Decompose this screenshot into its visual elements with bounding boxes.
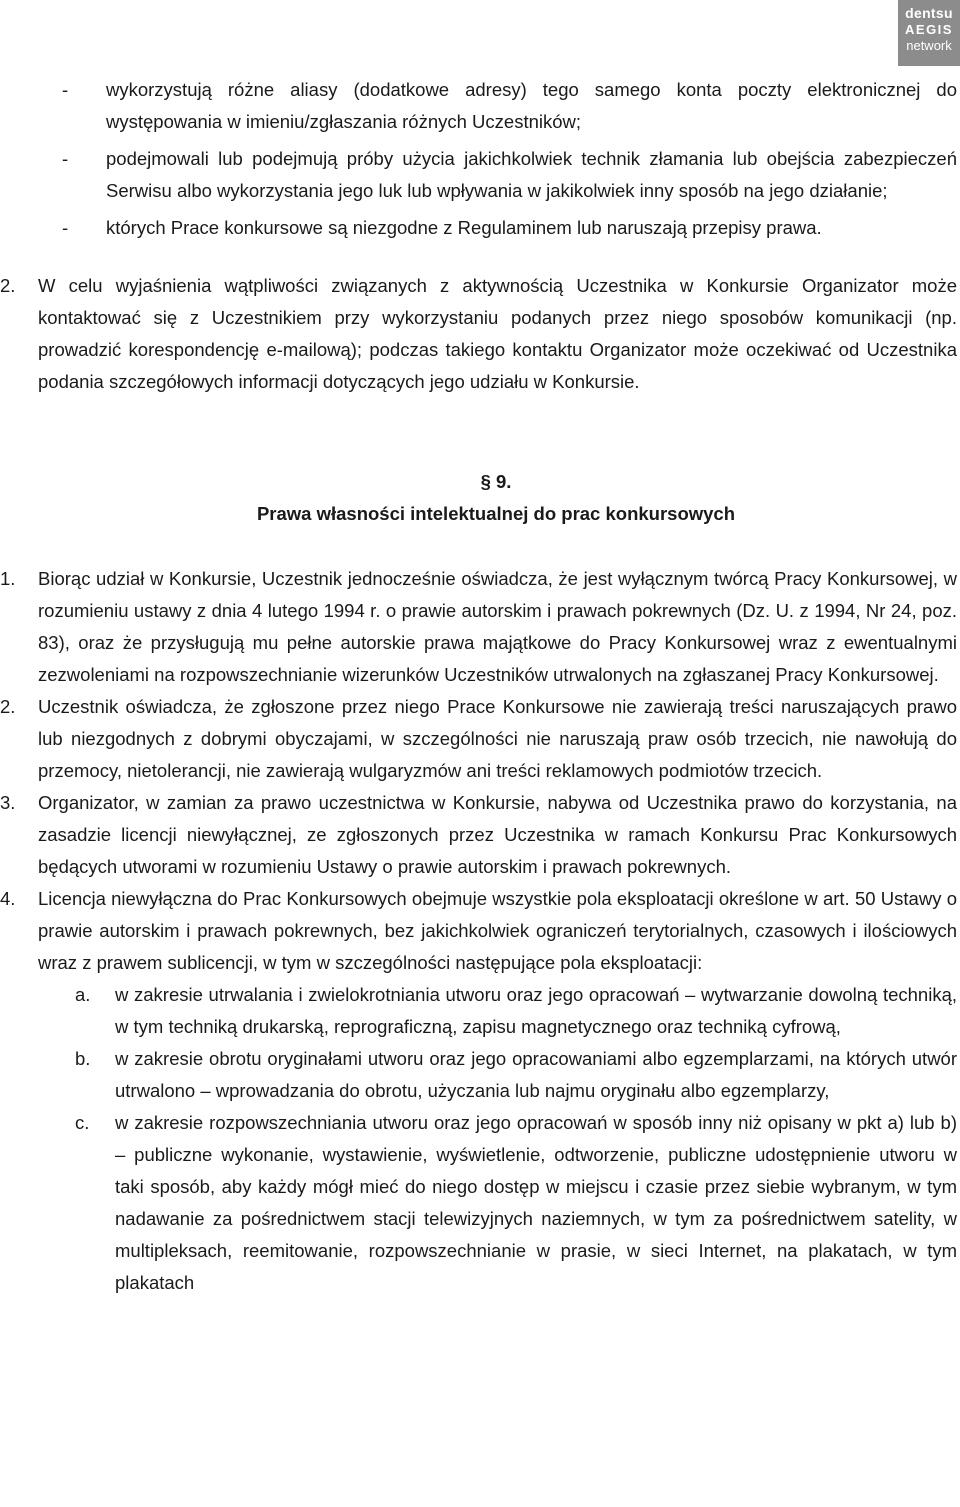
exclusion-list [62, 74, 957, 249]
list-item-text: w zakresie obrotu oryginałami utworu oraz jego opracowaniami albo egzemplarzami, na których utwór utrwalono – wprowadzania do obrotu, użyczania lub najmu oryginału albo egzemplarzy, [115, 1048, 957, 1101]
company-logo [898, 0, 960, 66]
list-item-text: których Prace konkursowe są niezgodne z Regulaminem lub naruszają przepisy prawa. [106, 217, 822, 238]
list-item-text: w zakresie utrwalania i zwielokrotniania utworu oraz jego opracowań – wytwarzanie dowolną techniką, w tym techniką drukarską, reprograficzną, zapisu magnetycznego oraz techniką cyfrową, [115, 984, 957, 1037]
logo-line-2: AEGIS [905, 22, 953, 37]
list-item-text: podejmowali lub podejmują próby użycia jakichkolwiek technik złamania lub obejścia zabezpieczeń Serwisu albo wykorzystania jego luk lub wpływania w jakikolwiek inny sposób na jego działanie; [106, 148, 957, 201]
previous-section-point [0, 270, 957, 398]
list-item-text: wykorzystują różne aliasy (dodatkowe adresy) tego samego konta poczty elektronicznej do występowania w imieniu/zgłaszania różnych Uczestników; [106, 79, 957, 132]
paragraph-text: Biorąc udział w Konkursie, Uczestnik jednocześnie oświadcza, że jest wyłącznym twórcą Pracy Konkursowej, w rozumieniu ustawy z dnia 4 lutego 1994 r. o prawie autorskim i prawach pokrewnych (Dz. U. z 1994, Nr 24, poz. 83), oraz że przysługują mu pełne autorskie prawa majątkowe do Pracy Konkursowej wraz z ewentualnymi zezwoleniami na rozpowszechnianie wizerunków Uczestników utrwalonych na zgłaszanej Pracy Konkursowej. [38, 568, 957, 685]
paragraph-text: Organizator, w zamian za prawo uczestnictwa w Konkursie, nabywa od Uczestnika prawo do korzystania, na zasadzie licencji niewyłącznej, ze zgłoszonych przez Uczestnika w ramach Konkursu Prac Konkursowych będących utworami w rozumieniu Ustawy o prawie autorskim i prawach pokrewnych. [38, 792, 957, 877]
paragraph-text: Uczestnik oświadcza, że zgłoszone przez niego Prace Konkursowe nie zawierają treści naruszających prawo lub niezgodnych z dobrymi obyczajami, w szczególności nie naruszają praw osób trzecich, nie nawołują do przemocy, nietolerancji, nie zawierają wulgaryzmów ani treści reklamowych podmiotów trzecich. [38, 696, 957, 781]
list-item [75, 979, 957, 1043]
paragraph-number: 2. [0, 696, 16, 717]
list-item [75, 1107, 957, 1299]
numbered-paragraph [0, 883, 957, 979]
list-item [75, 1043, 957, 1107]
logo-line-1: dentsu [905, 5, 953, 21]
paragraph-text: Licencja niewyłączna do Prac Konkursowych obejmuje wszystkie pola eksploatacji określone w art. 50 Ustawy o prawie autorskim i prawach pokrewnych, bez jakichkolwiek ograniczeń terytorialnych, czasowych i ilościowych wraz z prawem sublicencji, w tym w szczególności następujące pola eksploatacji: [38, 888, 957, 973]
letter-marker: c. [75, 1112, 90, 1133]
numbered-paragraph [0, 563, 957, 691]
list-item [62, 74, 957, 138]
paragraph-number: 4. [0, 888, 16, 909]
letter-marker: b. [75, 1048, 91, 1069]
exploitation-fields-list [75, 979, 957, 1299]
list-item-text: w zakresie rozpowszechniania utworu oraz jego opracowań w sposób inny niż opisany w pkt a) lub b) – publiczne wykonanie, wystawienie, wyświetlenie, odtworzenie, publiczne udostępnienie utworu w taki sposób, aby każdy mógł mieć do niego dostęp w miejscu i czasie przez siebie wybranym, w tym nadawanie za pośrednictwem stacji telewizyjnych naziemnych, w tym za pośrednictwem satelity, w multipleksach, reemitowanie, rozpowszechnianie w prasie, w sieci Internet, na plakatach, w tym plakatach [115, 1112, 957, 1293]
letter-marker: a. [75, 984, 91, 1005]
dash-marker: - [62, 148, 69, 169]
list-item [62, 143, 957, 207]
paragraph-number: 1. [0, 568, 16, 589]
numbered-paragraph [0, 787, 957, 883]
numbered-paragraph [0, 270, 957, 398]
paragraph-text: W celu wyjaśnienia wątpliwości związanych z aktywnością Uczestnika w Konkursie Organizator może kontaktować się z Uczestnikiem przy wykorzystaniu podanych przez niego sposobów komunikacji (np. prowadzić korespondencję e-mailową); podczas takiego kontaktu Organizator może oczekiwać od Uczestnika podania szczegółowych informacji dotyczących jego udziału w Konkursie. [38, 275, 957, 392]
dash-marker: - [62, 217, 69, 238]
dash-marker: - [62, 79, 69, 100]
paragraph-number: 2. [0, 275, 16, 296]
numbered-paragraph [0, 691, 957, 787]
paragraph-number: 3. [0, 792, 16, 813]
section-title: Prawa własności intelektualnej do prac konkursowych [256, 503, 736, 524]
section-9-points [0, 563, 957, 1299]
logo-line-3: network [906, 38, 952, 53]
section-number: § 9. [480, 471, 512, 492]
list-item [62, 212, 957, 244]
